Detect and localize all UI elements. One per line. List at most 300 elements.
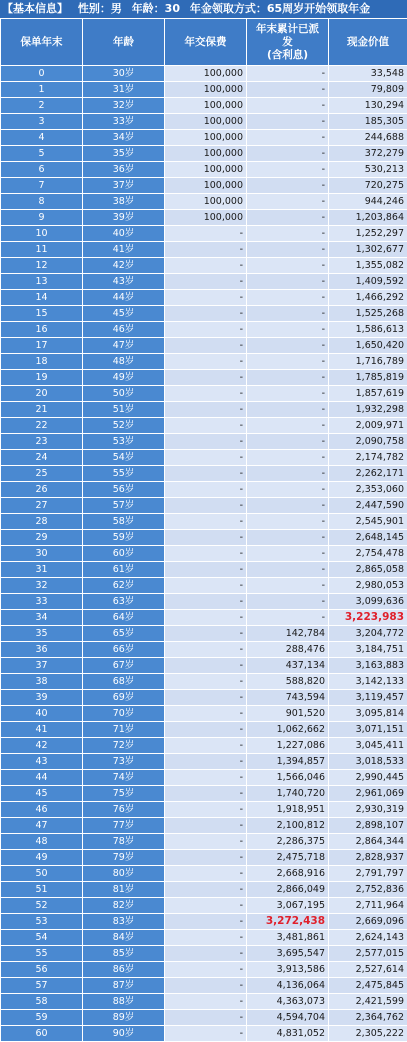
cell-age: 35岁	[83, 146, 165, 162]
table-row	[1, 642, 407, 658]
cell-cash-value: 2,262,171	[329, 466, 407, 482]
cell-policy-year: 4	[1, 130, 83, 146]
cell-cumulative-payout: -	[247, 418, 329, 434]
cell-cash-value: 1,525,268	[329, 306, 407, 322]
cell-cumulative-payout: -	[247, 162, 329, 178]
cell-age: 63岁	[83, 594, 165, 610]
cell-cash-value: 79,809	[329, 82, 407, 98]
cell-cash-value: 2,980,053	[329, 578, 407, 594]
cell-age: 32岁	[83, 98, 165, 114]
cell-cash-value: 1,650,420	[329, 338, 407, 354]
cell-annual-premium: -	[165, 754, 247, 770]
cell-age: 85岁	[83, 946, 165, 962]
cell-age: 68岁	[83, 674, 165, 690]
table-row	[1, 402, 407, 418]
table-row	[1, 306, 407, 322]
cell-annual-premium: 100,000	[165, 146, 247, 162]
cell-cash-value: 2,930,319	[329, 802, 407, 818]
cell-cash-value: 2,791,797	[329, 866, 407, 882]
cell-age: 84岁	[83, 930, 165, 946]
cell-age: 37岁	[83, 178, 165, 194]
cell-age: 48岁	[83, 354, 165, 370]
cell-annual-premium: -	[165, 1026, 247, 1042]
cell-cumulative-payout: -	[247, 210, 329, 226]
cell-annual-premium: -	[165, 914, 247, 930]
cell-policy-year: 13	[1, 274, 83, 290]
cell-policy-year: 2	[1, 98, 83, 114]
cell-age: 30岁	[83, 66, 165, 82]
cell-cumulative-payout: 1,918,951	[247, 802, 329, 818]
cell-policy-year: 58	[1, 994, 83, 1010]
cell-policy-year: 9	[1, 210, 83, 226]
cell-policy-year: 59	[1, 1010, 83, 1026]
table-row	[1, 578, 407, 594]
cell-age: 88岁	[83, 994, 165, 1010]
cell-cumulative-payout: -	[247, 530, 329, 546]
table-row	[1, 674, 407, 690]
cell-annual-premium: -	[165, 418, 247, 434]
cell-annual-premium: -	[165, 786, 247, 802]
cell-policy-year: 31	[1, 562, 83, 578]
cell-cash-value: 3,095,814	[329, 706, 407, 722]
cell-cumulative-payout: 1,566,046	[247, 770, 329, 786]
cell-cash-value: 530,213	[329, 162, 407, 178]
cell-cash-value: 2,353,060	[329, 482, 407, 498]
cell-cash-value: 1,716,789	[329, 354, 407, 370]
cell-policy-year: 8	[1, 194, 83, 210]
cell-cash-value: 3,071,151	[329, 722, 407, 738]
cell-cash-value: 3,119,457	[329, 690, 407, 706]
cell-policy-year: 55	[1, 946, 83, 962]
cell-cumulative-payout: 4,136,064	[247, 978, 329, 994]
table-row	[1, 962, 407, 978]
cell-policy-year: 18	[1, 354, 83, 370]
cell-age: 38岁	[83, 194, 165, 210]
table-row	[1, 434, 407, 450]
cell-annual-premium: 100,000	[165, 210, 247, 226]
table-row	[1, 274, 407, 290]
cell-cumulative-payout: -	[247, 226, 329, 242]
cell-annual-premium: -	[165, 962, 247, 978]
cell-annual-premium: -	[165, 850, 247, 866]
cell-policy-year: 57	[1, 978, 83, 994]
cell-annual-premium: -	[165, 258, 247, 274]
cell-annual-premium: -	[165, 818, 247, 834]
cell-annual-premium: -	[165, 386, 247, 402]
cell-annual-premium: -	[165, 498, 247, 514]
table-row	[1, 354, 407, 370]
cell-age: 73岁	[83, 754, 165, 770]
cell-annual-premium: -	[165, 770, 247, 786]
cell-cash-value: 130,294	[329, 98, 407, 114]
cell-age: 33岁	[83, 114, 165, 130]
cell-annual-premium: 100,000	[165, 178, 247, 194]
cell-age: 71岁	[83, 722, 165, 738]
cell-annual-premium: -	[165, 290, 247, 306]
cell-policy-year: 56	[1, 962, 83, 978]
cell-cumulative-payout: 1,227,086	[247, 738, 329, 754]
cell-policy-year: 7	[1, 178, 83, 194]
cell-cumulative-payout: -	[247, 290, 329, 306]
cell-annual-premium: -	[165, 866, 247, 882]
cell-cash-value: 2,669,096	[329, 914, 407, 930]
cell-cash-value: 2,754,478	[329, 546, 407, 562]
table-row	[1, 482, 407, 498]
cell-policy-year: 29	[1, 530, 83, 546]
table-row	[1, 114, 407, 130]
col-header-annual-premium: 年交保费	[165, 19, 247, 66]
table-row	[1, 386, 407, 402]
cell-cumulative-payout: 2,866,049	[247, 882, 329, 898]
cell-age: 53岁	[83, 434, 165, 450]
cell-age: 59岁	[83, 530, 165, 546]
cell-cumulative-payout: -	[247, 610, 329, 626]
table-row	[1, 338, 407, 354]
cell-annual-premium: -	[165, 338, 247, 354]
cell-cash-value: 2,009,971	[329, 418, 407, 434]
cell-age: 86岁	[83, 962, 165, 978]
cell-annual-premium: -	[165, 434, 247, 450]
cell-annual-premium: 100,000	[165, 194, 247, 210]
table-row	[1, 898, 407, 914]
cell-policy-year: 30	[1, 546, 83, 562]
col-header-cumulative-line1: 年末累计已派	[247, 23, 328, 36]
table-row	[1, 658, 407, 674]
cell-cumulative-payout: 3,695,547	[247, 946, 329, 962]
table-row	[1, 1026, 407, 1042]
cell-cash-value: 3,045,411	[329, 738, 407, 754]
cell-policy-year: 1	[1, 82, 83, 98]
cell-cumulative-payout: 3,272,438	[247, 914, 329, 930]
cell-age: 61岁	[83, 562, 165, 578]
cell-cash-value: 3,204,772	[329, 626, 407, 642]
table-row	[1, 994, 407, 1010]
cell-policy-year: 48	[1, 834, 83, 850]
cell-cumulative-payout: -	[247, 514, 329, 530]
cell-age: 64岁	[83, 610, 165, 626]
cell-policy-year: 51	[1, 882, 83, 898]
cell-annual-premium: -	[165, 274, 247, 290]
cell-policy-year: 0	[1, 66, 83, 82]
cell-age: 77岁	[83, 818, 165, 834]
table-row	[1, 450, 407, 466]
cell-annual-premium: -	[165, 882, 247, 898]
table-row	[1, 418, 407, 434]
cell-annual-premium: -	[165, 674, 247, 690]
cell-policy-year: 10	[1, 226, 83, 242]
cell-cash-value: 1,203,864	[329, 210, 407, 226]
cell-annual-premium: -	[165, 930, 247, 946]
table-row	[1, 786, 407, 802]
cell-annual-premium: -	[165, 242, 247, 258]
table-row	[1, 242, 407, 258]
cell-cumulative-payout: -	[247, 114, 329, 130]
cell-age: 78岁	[83, 834, 165, 850]
cell-policy-year: 47	[1, 818, 83, 834]
table-row	[1, 466, 407, 482]
cell-policy-year: 11	[1, 242, 83, 258]
cell-annual-premium: -	[165, 738, 247, 754]
cell-age: 89岁	[83, 1010, 165, 1026]
cell-annual-premium: -	[165, 610, 247, 626]
table-row	[1, 290, 407, 306]
cell-annual-premium: -	[165, 562, 247, 578]
table-row	[1, 146, 407, 162]
cell-cumulative-payout: 3,913,586	[247, 962, 329, 978]
cell-age: 34岁	[83, 130, 165, 146]
cell-cumulative-payout: 1,062,662	[247, 722, 329, 738]
cell-policy-year: 60	[1, 1026, 83, 1042]
cell-annual-premium: 100,000	[165, 130, 247, 146]
cell-policy-year: 15	[1, 306, 83, 322]
cell-cumulative-payout: -	[247, 402, 329, 418]
cell-annual-premium: 100,000	[165, 114, 247, 130]
cell-cumulative-payout: -	[247, 434, 329, 450]
cell-cash-value: 1,586,613	[329, 322, 407, 338]
cell-cash-value: 2,648,145	[329, 530, 407, 546]
table-row	[1, 226, 407, 242]
cell-policy-year: 26	[1, 482, 83, 498]
table-row	[1, 258, 407, 274]
cell-cumulative-payout: 901,520	[247, 706, 329, 722]
cell-cash-value: 3,184,751	[329, 642, 407, 658]
cell-cash-value: 2,447,590	[329, 498, 407, 514]
cell-policy-year: 12	[1, 258, 83, 274]
cell-annual-premium: -	[165, 706, 247, 722]
cell-annual-premium: -	[165, 1010, 247, 1026]
cell-cash-value: 2,090,758	[329, 434, 407, 450]
table-row	[1, 594, 407, 610]
table-row	[1, 562, 407, 578]
cell-cumulative-payout: -	[247, 130, 329, 146]
table-row	[1, 626, 407, 642]
cell-policy-year: 6	[1, 162, 83, 178]
table-row	[1, 194, 407, 210]
cell-cumulative-payout: -	[247, 98, 329, 114]
cell-cash-value: 2,577,015	[329, 946, 407, 962]
table-header-row	[1, 19, 407, 66]
table-row	[1, 370, 407, 386]
table-row	[1, 1010, 407, 1026]
cell-annual-premium: -	[165, 642, 247, 658]
table-row	[1, 946, 407, 962]
cell-annual-premium: -	[165, 322, 247, 338]
cell-age: 40岁	[83, 226, 165, 242]
cell-cumulative-payout: -	[247, 386, 329, 402]
cell-policy-year: 44	[1, 770, 83, 786]
cell-policy-year: 45	[1, 786, 83, 802]
cell-cash-value: 2,527,614	[329, 962, 407, 978]
cell-annual-premium: -	[165, 546, 247, 562]
cell-cash-value: 2,898,107	[329, 818, 407, 834]
cell-cumulative-payout: 4,594,704	[247, 1010, 329, 1026]
cell-annual-premium: -	[165, 450, 247, 466]
cell-policy-year: 19	[1, 370, 83, 386]
table-row	[1, 978, 407, 994]
cell-age: 54岁	[83, 450, 165, 466]
table-row	[1, 866, 407, 882]
cell-cash-value: 2,305,222	[329, 1026, 407, 1042]
cell-policy-year: 22	[1, 418, 83, 434]
cell-cash-value: 1,252,297	[329, 226, 407, 242]
cell-cash-value: 1,409,592	[329, 274, 407, 290]
cell-cumulative-payout: -	[247, 498, 329, 514]
col-header-policy-year: 保单年末	[1, 19, 83, 66]
cell-policy-year: 37	[1, 658, 83, 674]
cell-policy-year: 20	[1, 386, 83, 402]
cell-age: 58岁	[83, 514, 165, 530]
cell-age: 36岁	[83, 162, 165, 178]
cell-cash-value: 2,828,937	[329, 850, 407, 866]
cell-cash-value: 1,785,819	[329, 370, 407, 386]
cell-annual-premium: -	[165, 226, 247, 242]
cell-cash-value: 2,864,344	[329, 834, 407, 850]
table-row	[1, 770, 407, 786]
cell-cumulative-payout: -	[247, 546, 329, 562]
table-row	[1, 498, 407, 514]
cell-cumulative-payout: -	[247, 242, 329, 258]
cell-policy-year: 14	[1, 290, 83, 306]
cell-age: 79岁	[83, 850, 165, 866]
cell-cash-value: 2,624,143	[329, 930, 407, 946]
col-header-age: 年龄	[83, 19, 165, 66]
col-header-cumulative-payout	[247, 19, 329, 66]
cell-cumulative-payout: -	[247, 306, 329, 322]
cell-age: 31岁	[83, 82, 165, 98]
cell-policy-year: 50	[1, 866, 83, 882]
cell-annual-premium: -	[165, 626, 247, 642]
cell-cumulative-payout: 4,363,073	[247, 994, 329, 1010]
cell-age: 41岁	[83, 242, 165, 258]
cell-cumulative-payout: 1,394,857	[247, 754, 329, 770]
cell-policy-year: 38	[1, 674, 83, 690]
cell-age: 87岁	[83, 978, 165, 994]
cell-annual-premium: -	[165, 898, 247, 914]
cell-cumulative-payout: -	[247, 578, 329, 594]
cell-cumulative-payout: 437,134	[247, 658, 329, 674]
table-row	[1, 834, 407, 850]
info-header	[0, 0, 407, 18]
info-tag: 【基本信息】	[2, 2, 68, 15]
cell-annual-premium: -	[165, 594, 247, 610]
cell-cash-value: 1,932,298	[329, 402, 407, 418]
table-row	[1, 706, 407, 722]
annuity-method-label: 年金领取方式：65周岁开始领取年金	[190, 2, 370, 15]
cell-cash-value: 720,275	[329, 178, 407, 194]
cell-policy-year: 54	[1, 930, 83, 946]
cell-policy-year: 41	[1, 722, 83, 738]
cell-cumulative-payout: 1,740,720	[247, 786, 329, 802]
cell-annual-premium: -	[165, 978, 247, 994]
cell-age: 67岁	[83, 658, 165, 674]
col-header-cumulative-line3: (含利息)	[247, 49, 328, 62]
cell-policy-year: 40	[1, 706, 83, 722]
table-row	[1, 514, 407, 530]
cell-cumulative-payout: -	[247, 258, 329, 274]
cell-cash-value: 2,421,599	[329, 994, 407, 1010]
cell-cumulative-payout: -	[247, 178, 329, 194]
cell-cash-value: 2,990,445	[329, 770, 407, 786]
cell-annual-premium: -	[165, 658, 247, 674]
cell-cumulative-payout: -	[247, 338, 329, 354]
cell-cumulative-payout: 588,820	[247, 674, 329, 690]
cell-age: 72岁	[83, 738, 165, 754]
table-row	[1, 530, 407, 546]
cell-policy-year: 5	[1, 146, 83, 162]
cell-cumulative-payout: 2,668,916	[247, 866, 329, 882]
table-row	[1, 66, 407, 82]
cell-cash-value: 33,548	[329, 66, 407, 82]
table-row	[1, 130, 407, 146]
cell-cash-value: 3,142,133	[329, 674, 407, 690]
cell-policy-year: 34	[1, 610, 83, 626]
table-row	[1, 914, 407, 930]
table-row	[1, 722, 407, 738]
cell-cash-value: 3,223,983	[329, 610, 407, 626]
cell-cumulative-payout: 288,476	[247, 642, 329, 658]
cell-cash-value: 1,302,677	[329, 242, 407, 258]
cell-age: 60岁	[83, 546, 165, 562]
table-row	[1, 98, 407, 114]
cell-age: 51岁	[83, 402, 165, 418]
cell-cash-value: 3,163,883	[329, 658, 407, 674]
cell-policy-year: 52	[1, 898, 83, 914]
cell-policy-year: 46	[1, 802, 83, 818]
cell-policy-year: 33	[1, 594, 83, 610]
benefit-table	[0, 18, 407, 1042]
cell-policy-year: 53	[1, 914, 83, 930]
table-row	[1, 178, 407, 194]
cell-annual-premium: -	[165, 402, 247, 418]
cell-age: 76岁	[83, 802, 165, 818]
cell-cash-value: 2,961,069	[329, 786, 407, 802]
cell-cumulative-payout: 2,475,718	[247, 850, 329, 866]
cell-cumulative-payout: -	[247, 370, 329, 386]
table-row	[1, 210, 407, 226]
cell-age: 65岁	[83, 626, 165, 642]
cell-cash-value: 1,857,619	[329, 386, 407, 402]
table-row	[1, 610, 407, 626]
cell-cash-value: 3,099,636	[329, 594, 407, 610]
cell-annual-premium: 100,000	[165, 82, 247, 98]
cell-cumulative-payout: -	[247, 354, 329, 370]
cell-annual-premium: -	[165, 994, 247, 1010]
cell-policy-year: 36	[1, 642, 83, 658]
cell-age: 42岁	[83, 258, 165, 274]
cell-age: 50岁	[83, 386, 165, 402]
cell-policy-year: 17	[1, 338, 83, 354]
cell-policy-year: 3	[1, 114, 83, 130]
cell-cumulative-payout: 3,067,195	[247, 898, 329, 914]
cell-cumulative-payout: -	[247, 450, 329, 466]
cell-age: 62岁	[83, 578, 165, 594]
cell-policy-year: 42	[1, 738, 83, 754]
cell-age: 66岁	[83, 642, 165, 658]
cell-policy-year: 16	[1, 322, 83, 338]
cell-age: 45岁	[83, 306, 165, 322]
table-row	[1, 738, 407, 754]
cell-cumulative-payout: 4,831,052	[247, 1026, 329, 1042]
cell-cumulative-payout: 142,784	[247, 626, 329, 642]
cell-age: 82岁	[83, 898, 165, 914]
cell-annual-premium: -	[165, 834, 247, 850]
cell-age: 52岁	[83, 418, 165, 434]
cell-age: 57岁	[83, 498, 165, 514]
cell-cash-value: 2,711,964	[329, 898, 407, 914]
cell-cumulative-payout: -	[247, 594, 329, 610]
cell-cash-value: 185,305	[329, 114, 407, 130]
cell-annual-premium: -	[165, 722, 247, 738]
